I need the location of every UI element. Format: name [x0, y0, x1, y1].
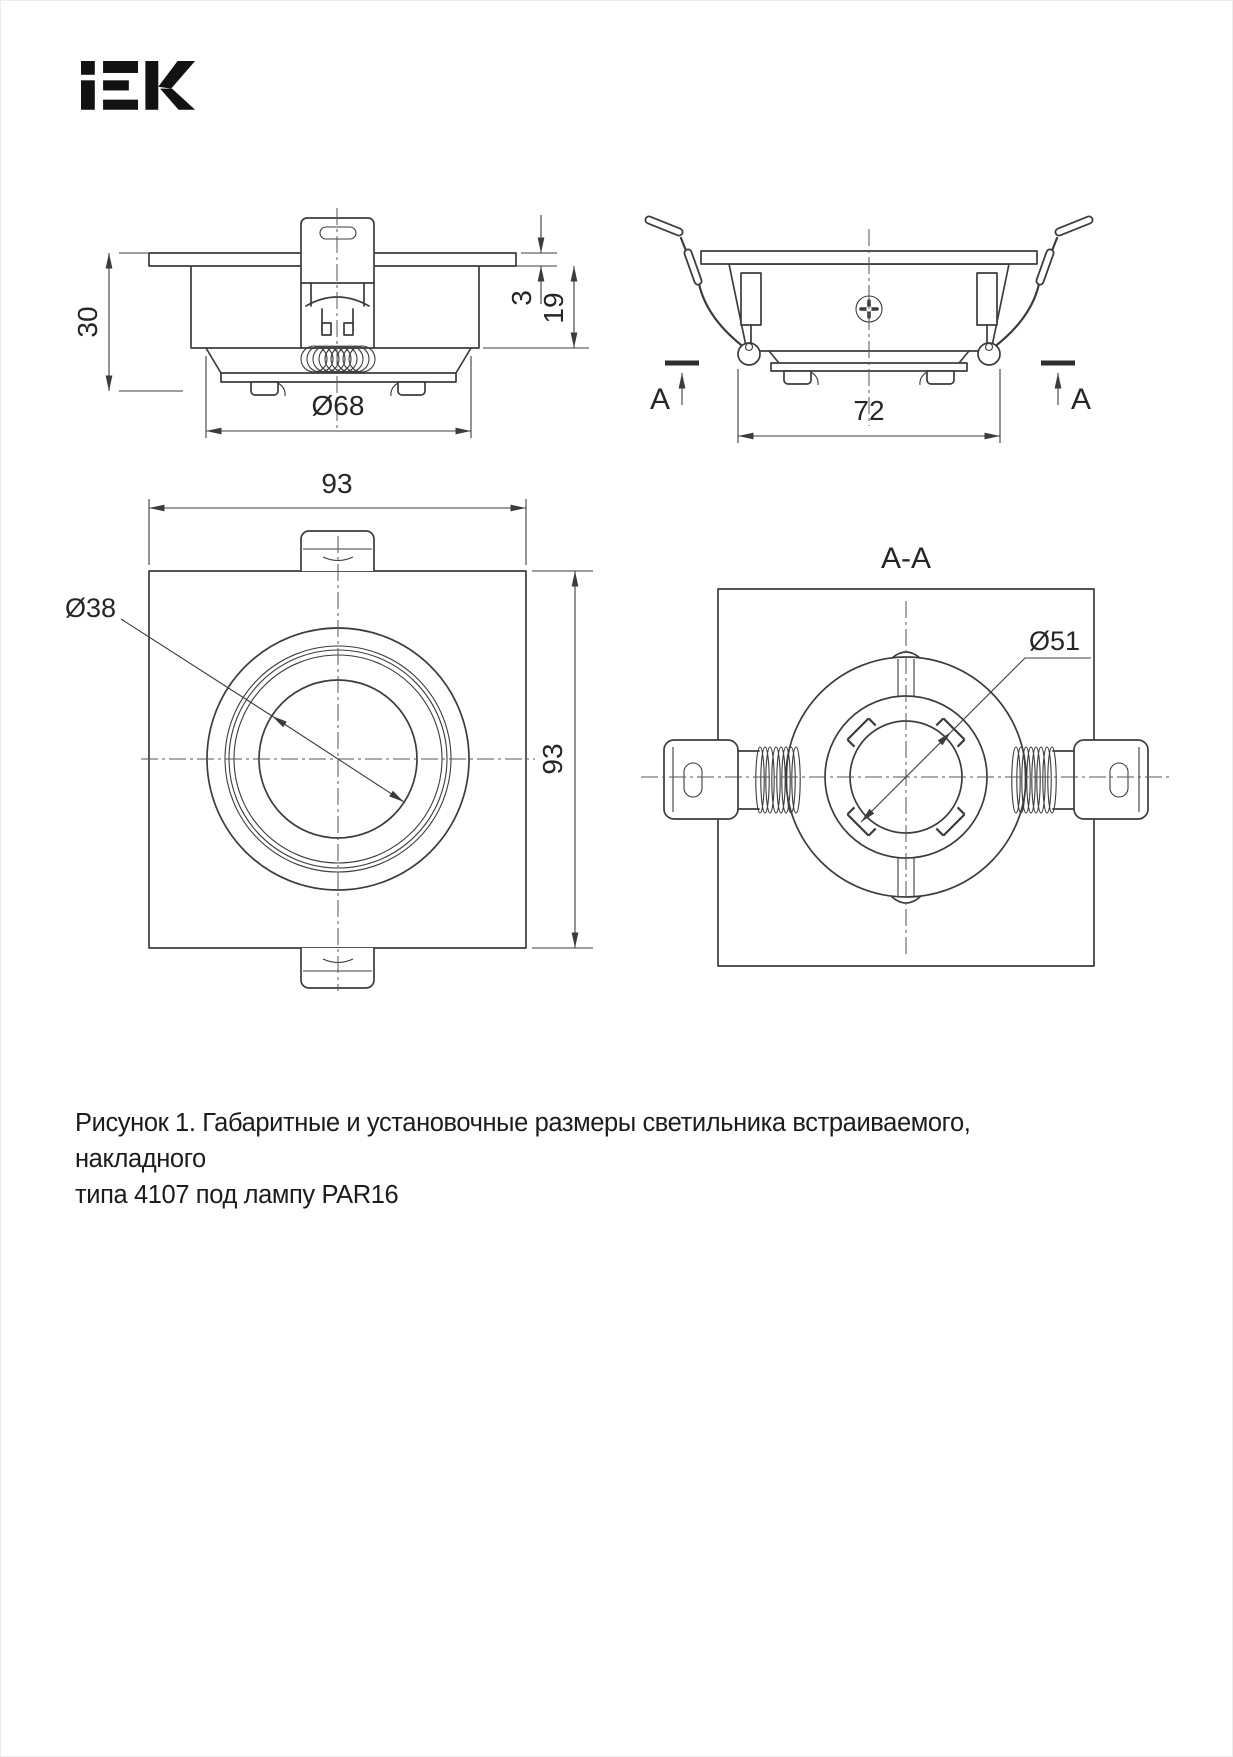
dim-depth-19: 19: [538, 292, 569, 324]
section-title: А-А: [880, 542, 932, 575]
face-view-drawing: [65, 468, 593, 991]
dim-height-93: 93: [537, 743, 568, 775]
dim-span-72: 72: [853, 395, 885, 426]
iek-logo: [81, 61, 195, 110]
section-mark-a-left: А: [649, 383, 671, 416]
technical-drawing-canvas: [1, 1, 1233, 1061]
dim-diameter-68: Ø68: [311, 390, 365, 421]
spring-clip-view-drawing: [649, 220, 1091, 443]
dim-height-30: 30: [72, 306, 103, 338]
dim-flange-3: 3: [506, 290, 537, 306]
dim-width-93: 93: [321, 468, 353, 499]
side-view-drawing: [72, 208, 589, 438]
dim-aperture-38: Ø38: [65, 593, 117, 623]
section-mark-a-right: А: [1070, 383, 1092, 416]
caption-line-1: Рисунок 1. Габаритные и установочные размеры светильника встраиваемого, накладного: [75, 1109, 971, 1173]
dim-ring-51: Ø51: [1029, 626, 1081, 656]
caption-line-2: типа 4107 под лампу PAR16: [75, 1181, 399, 1209]
section-view-drawing: [641, 542, 1171, 966]
figure-caption: [75, 1105, 1055, 1213]
